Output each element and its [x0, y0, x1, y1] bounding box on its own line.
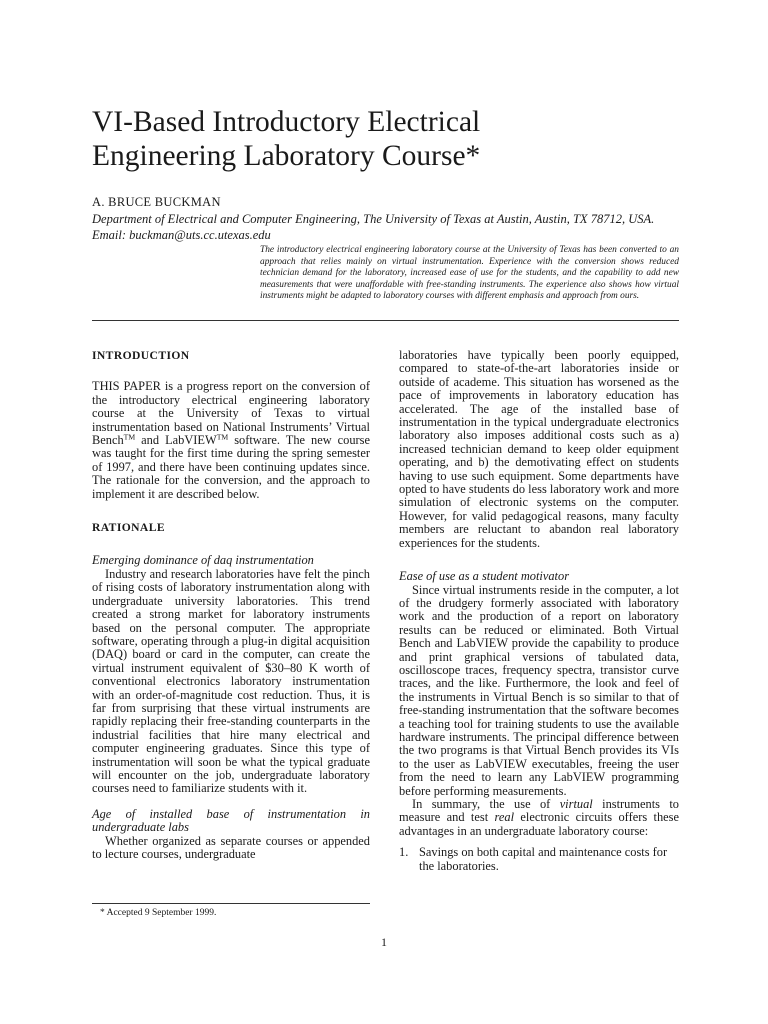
footnote-divider: [92, 903, 370, 904]
page-number: 1: [381, 935, 387, 949]
list-item-number: 1.: [399, 845, 409, 860]
left-column: [92, 349, 370, 861]
subheading-daq: Emerging dominance of daq instrumentation: [92, 553, 314, 568]
title-line-2: Engineering Laboratory Course*: [92, 140, 481, 172]
subheading-installed-base: Age of installed base of instrumentation in undergraduate labs: [92, 806, 370, 835]
daq-paragraph: Industry and research laboratories have felt the pinch of rising costs of laboratory instrumentation along with undergraduate university laboratories. This trend created a strong market for laboratory instruments based on the personal computer. The appropriate software, operating through a plug-in digital acquisition (DAQ) board or card in the computer, can create the virtual instrument equivalent of $30–80 K worth of conventional electronics laboratory instrumentation with an order-of-magnitude cost reduction. Thus, it is far from surprising that these virtual instruments are rapidly replacing their free-standing counterparts in the industrial facilities that hire many electrical and computer engineering graduates. Since this type of instrumentation will soon be what the typical graduate will encounter on the job, undergraduate laboratory courses need to familiarize students with it.: [92, 566, 370, 796]
subheading-ease-of-use: Ease of use as a student motivator: [399, 569, 570, 584]
trademark-2: TM: [216, 432, 229, 442]
intro-text-2: and LabVIEW: [135, 433, 217, 448]
installed-base-paragraph-cont: laboratories have typically been poorly equipped, compared to state-of-the-art laboratories inside or outside of academe. This situation has worsened as the pace of improvements in laboratory education has accelerated. The age of the installed base of instrumentation in the typical undergraduate electronics laboratory also imposes additional costs such as a) increased technician demand to keep older equipment operating, and b) the demotivating effect on students having to use such equipment. Some departments have opted to have students do less laboratory work and more simulation of electronic systems on the computer. However, for valid pedagogical reasons, many faculty members are reluctant to abandon real laboratory experiences for the students.: [399, 348, 679, 550]
summary-paragraph: [399, 798, 679, 838]
list-item-text: Savings on both capital and maintenance costs for the laboratories.: [419, 845, 668, 873]
right-column: [399, 349, 679, 873]
header-divider: [92, 320, 679, 321]
intro-text-3: software. The new course was taught for the first time during the spring semester of 1997, and there have been continuing updates since. The rationale for the conversion, and the approach to implement it are described below.: [92, 433, 371, 501]
author-affiliation: Department of Electrical and Computer Engineering, The University of Texas at Austin, Austin, TX 78712, USA. Email: buckman@uts.cc.utexas.edu: [92, 212, 655, 242]
installed-base-paragraph-start: Whether organized as separate courses or appended to lecture courses, undergraduate: [92, 833, 370, 861]
abstract: The introductory electrical engineering laboratory course at the University of Texas has been converted to an approach that relies mainly on virtual instrumentation. Experience with the conversion shows reduced technician demand for the laboratory, increased ease of use for the students, and the capability to add new measurements that were unaffordable with free-standing instruments. The experience also shows how virtual instruments might be adapted to laboratory courses with different emphasis and approach from ours.: [260, 245, 679, 302]
ease-of-use-paragraph: Since virtual instruments reside in the computer, a lot of the drudgery formerly associated with laboratory work and the production of a report on laboratory results can be reduced or eliminated. Both Virtual Bench and LabVIEW provide the capability to produce and print graphical versions of tabulated data, oscilloscope traces, frequency spectra, transistor curve traces, and the like. Furthermore, the look and feel of the instruments in Virtual Bench is so similar to that of free-standing instrumentation that the software becomes a teaching tool for training students to use the available hardware instruments. The principal difference between the two programs is that Virtual Bench provides its VIs to the user as LabVIEW executables, freeing the user from the need to learn any LabVIEW programming before performing measurements.: [399, 582, 679, 798]
summary-text-2: instruments to measure and test: [399, 797, 679, 825]
title-line-1: VI-Based Introductory Electrical: [92, 106, 481, 138]
paper-title: [92, 105, 692, 173]
summary-text-3: electronic circuits offers these advantages in an undergraduate laboratory course:: [399, 810, 679, 838]
author-name: A. BRUCE BUCKMAN: [92, 195, 221, 209]
footnote: * Accepted 9 September 1999.: [100, 908, 217, 918]
summary-text-1: In summary, the use of: [412, 797, 560, 811]
trademark-1: TM: [123, 432, 136, 442]
section-heading-introduction: INTRODUCTION: [92, 349, 190, 362]
list-item: [399, 846, 679, 873]
summary-em-virtual: virtual: [559, 797, 593, 811]
section-heading-rationale: RATIONALE: [92, 521, 165, 535]
intro-text-1: THIS PAPER is a progress report on the conversion of the introductory electrical engineering laboratory course at the University of Texas to virtual instrumentation based on National Instruments’ Virtual Bench: [92, 379, 370, 448]
introduction-paragraph: [92, 380, 370, 501]
summary-em-real: real: [494, 810, 515, 825]
